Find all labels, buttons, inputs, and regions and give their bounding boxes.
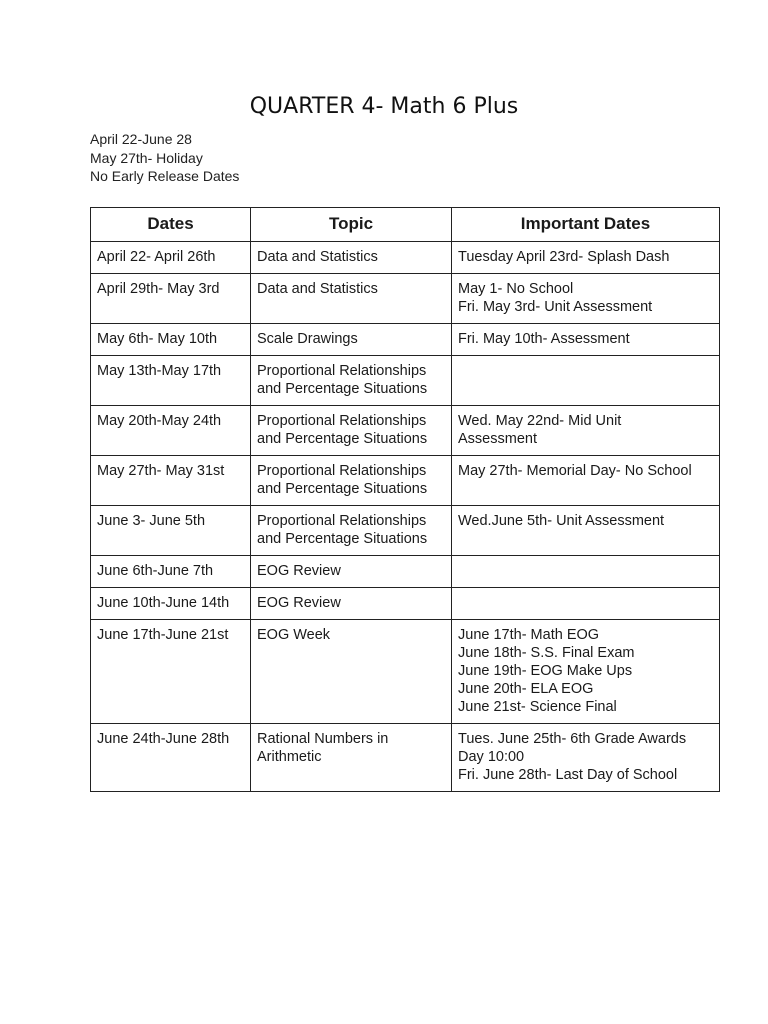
important-line: June 21st- Science Final <box>458 699 617 715</box>
schedule-table <box>90 207 720 792</box>
dates-cell: May 6th- May 10th <box>91 324 251 356</box>
topic-line: Proportional Relationships <box>257 463 427 479</box>
header-topic: Topic <box>251 208 452 242</box>
topic-line: EOG Week <box>257 627 331 643</box>
header-important-dates: Important Dates <box>452 208 720 242</box>
topic-line: EOG Review <box>257 595 341 611</box>
holiday-note: May 27th- Holiday <box>90 149 203 166</box>
table-row <box>91 724 720 792</box>
important-line: June 20th- ELA EOG <box>458 681 594 697</box>
dates-cell: May 13th-May 17th <box>91 356 251 406</box>
important-line: June 18th- S.S. Final Exam <box>458 645 635 661</box>
important-cell <box>452 406 720 456</box>
topic-line: Scale Drawings <box>257 331 358 347</box>
important-line: June 17th- Math EOG <box>458 627 600 643</box>
quarter-range: April 22-June 28 <box>90 131 192 147</box>
topic-line: and Percentage Situations <box>257 381 428 397</box>
table-row <box>91 556 720 588</box>
table-row <box>91 406 720 456</box>
page-title: QUARTER 4- Math 6 Plus <box>249 94 519 119</box>
dates-cell: June 24th-June 28th <box>91 724 251 792</box>
topic-line: Arithmetic <box>257 749 322 765</box>
topic-cell <box>251 724 452 792</box>
important-line: Assessment <box>458 431 537 447</box>
early-release-note: No Early Release Dates <box>90 168 240 184</box>
topic-cell <box>251 620 452 724</box>
dates-cell: June 3- June 5th <box>91 506 251 556</box>
table-row <box>91 324 720 356</box>
important-line: May 1- No School <box>458 281 574 297</box>
dates-cell: April 22- April 26th <box>91 242 251 274</box>
dates-cell: June 10th-June 14th <box>91 588 251 620</box>
topic-cell <box>251 556 452 588</box>
topic-cell <box>251 456 452 506</box>
table-row <box>91 274 720 324</box>
important-cell <box>452 242 720 274</box>
important-cell <box>452 456 720 506</box>
topic-line: Proportional Relationships <box>257 513 427 529</box>
topic-cell <box>251 588 452 620</box>
important-cell <box>452 724 720 792</box>
dates-cell: May 20th-May 24th <box>91 406 251 456</box>
important-line: Tues. June 25th- 6th Grade Awards <box>458 731 687 747</box>
important-cell <box>452 506 720 556</box>
important-line: Wed.June 5th- Unit Assessment <box>458 513 665 529</box>
topic-cell <box>251 506 452 556</box>
important-cell <box>452 556 720 588</box>
topic-line: EOG Review <box>257 563 341 579</box>
dates-cell: April 29th- May 3rd <box>91 274 251 324</box>
topic-cell <box>251 274 452 324</box>
topic-line: and Percentage Situations <box>257 431 428 447</box>
topic-line: Data and Statistics <box>257 249 378 265</box>
important-line: May 27th- Memorial Day- No School <box>458 463 692 479</box>
topic-line: Data and Statistics <box>257 281 378 297</box>
important-cell <box>452 588 720 620</box>
dates-cell: June 6th-June 7th <box>91 556 251 588</box>
topic-line: Proportional Relationships <box>257 363 427 379</box>
header-dates: Dates <box>91 208 251 242</box>
important-cell <box>452 274 720 324</box>
important-cell <box>452 324 720 356</box>
topic-cell <box>251 356 452 406</box>
dates-cell: June 17th-June 21st <box>91 620 251 724</box>
topic-cell <box>251 242 452 274</box>
topic-line: and Percentage Situations <box>257 481 428 497</box>
important-line: June 19th- EOG Make Ups <box>458 663 633 679</box>
topic-cell <box>251 406 452 456</box>
table-row <box>91 356 720 406</box>
schedule-body <box>91 242 720 792</box>
important-line: Wed. May 22nd- Mid Unit <box>458 413 622 429</box>
topic-line: Proportional Relationships <box>257 413 427 429</box>
table-row <box>91 242 720 274</box>
table-row <box>91 588 720 620</box>
table-row <box>91 456 720 506</box>
important-line: Fri. May 10th- Assessment <box>458 331 630 347</box>
important-line: Fri. May 3rd- Unit Assessment <box>458 299 653 315</box>
important-cell <box>452 356 720 406</box>
table-row <box>91 620 720 724</box>
important-cell <box>452 620 720 724</box>
topic-cell <box>251 324 452 356</box>
table-row <box>91 506 720 556</box>
topic-line: and Percentage Situations <box>257 531 428 547</box>
dates-cell: May 27th- May 31st <box>91 456 251 506</box>
important-line: Fri. June 28th- Last Day of School <box>458 767 678 783</box>
important-line: Day 10:00 <box>458 749 525 765</box>
topic-line: Rational Numbers in <box>257 731 389 747</box>
quarter-info <box>90 130 239 186</box>
header-row <box>91 208 720 242</box>
important-line: Tuesday April 23rd- Splash Dash <box>458 249 670 265</box>
